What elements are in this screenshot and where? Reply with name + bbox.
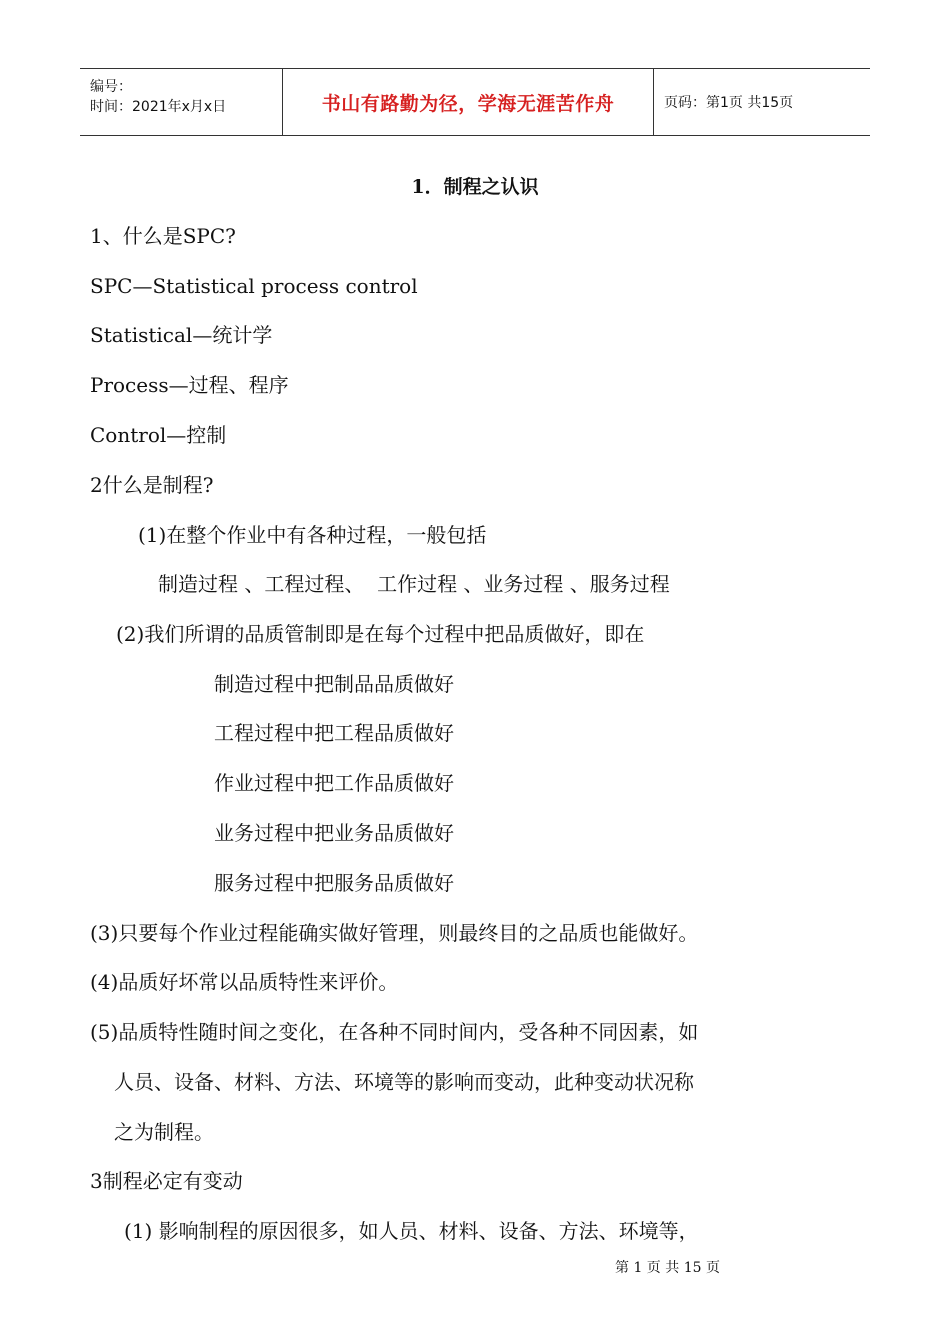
text-line: 业务过程中把业务品质做好	[214, 821, 454, 845]
text-line: 1、什么是SPC?	[90, 224, 236, 248]
text-line: Process—过程、程序	[90, 373, 289, 397]
text-line: 人员、设备、材料、方法、环境等的影响而变动，此种变动状况称	[114, 1070, 694, 1094]
text-line: (5)品质特性随时间之变化，在各种不同时间内，受各种不同因素，如	[90, 1020, 699, 1044]
text-line: (1) 影响制程的原因很多，如人员、材料、设备、方法、环境等，	[124, 1219, 699, 1243]
header-number-label: 编号：	[90, 79, 132, 95]
header-page-label: 页码：第1页 共15页	[664, 95, 794, 111]
text-line: (3)只要每个作业过程能确实做好管理，则最终目的之品质也能做好。	[90, 921, 699, 945]
text-line: 作业过程中把工作品质做好	[214, 771, 454, 795]
header-time-label: 时间：2021年x月x日	[90, 99, 227, 115]
header-meta	[80, 59, 282, 135]
text-line: 制造过程中把制品品质做好	[214, 672, 454, 696]
text-line: 2什么是制程?	[90, 473, 214, 497]
text-line: SPC—Statistical process control	[90, 274, 418, 298]
text-line: 制造过程 、工程过程、 工作过程 、业务过程 、服务过程	[158, 572, 670, 596]
text-line: (2)我们所谓的品质管制即是在每个过程中把品质做好，即在	[116, 622, 645, 646]
text-line: 工程过程中把工程品质做好	[214, 721, 454, 745]
text-line: 服务过程中把服务品质做好	[214, 871, 454, 895]
text-line: Control—控制	[90, 423, 227, 447]
document-header	[80, 68, 870, 136]
header-motto: 书山有路勤为径，学海无涯苦作舟	[282, 69, 654, 135]
text-line: Statistical—统计学	[90, 323, 273, 347]
page-footer: 第 1 页 共 15 页	[615, 1260, 720, 1276]
document-title: 1．制程之认识	[411, 176, 539, 198]
text-line: (4)品质好坏常以品质特性来评价。	[90, 970, 399, 994]
text-line: 3制程必定有变动	[90, 1169, 243, 1193]
text-line: 之为制程。	[114, 1120, 214, 1144]
text-line: (1)在整个作业中有各种过程，一般包括	[138, 523, 487, 547]
